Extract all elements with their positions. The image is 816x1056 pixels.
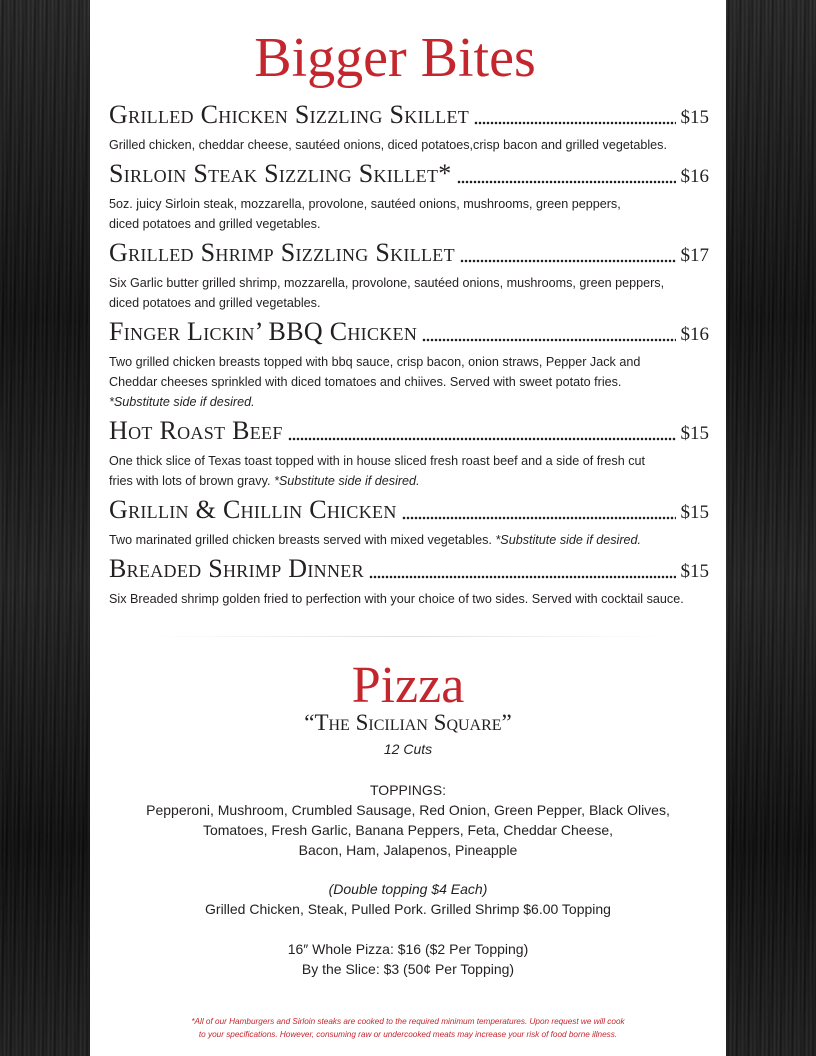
pizza-cuts: 12 Cuts <box>383 741 433 757</box>
pizza-title: Pizza <box>351 657 465 714</box>
premium-toppings-block <box>90 879 726 919</box>
menu-item-description <box>109 530 709 550</box>
menu-item-description <box>109 451 709 491</box>
menu-item-price: $15 <box>680 561 709 582</box>
menu-item-header <box>109 555 709 583</box>
menu-item-description <box>109 194 709 234</box>
menu-item <box>109 318 709 412</box>
toppings-line: Tomatoes, Fresh Garlic, Banana Peppers, Feta, Cheddar Cheese, <box>202 822 614 838</box>
substitute-note: *Substitute side if desired. <box>495 533 642 547</box>
pizza-subtitle: “The Sicilian Square” <box>304 710 512 735</box>
premium-toppings-line: Grilled Chicken, Steak, Pulled Pork. Grilled Shrimp $6.00 Topping <box>205 901 611 917</box>
menu-item-description <box>109 273 709 313</box>
food-safety-disclaimer <box>90 1015 726 1041</box>
menu-item-price: $15 <box>680 502 709 523</box>
menu-item <box>109 417 709 491</box>
whole-pizza-price: 16″ Whole Pizza: $16 ($2 Per Topping) <box>287 941 529 957</box>
menu-item-description <box>109 589 709 609</box>
menu-item <box>109 496 709 550</box>
menu-item <box>109 555 709 609</box>
menu-item-name: Finger Lickin’ BBQ Chicken <box>109 317 418 346</box>
menu-item-name: Grilled Shrimp Sizzling Skillet <box>109 238 455 267</box>
menu-item-price: $17 <box>680 245 709 266</box>
description-line: Six Breaded shrimp golden fried to perfection with your choice of two sides. Served with cocktail sauce. <box>109 592 684 606</box>
description-line: diced potatoes and grilled vegetables. <box>109 296 321 310</box>
slice-price: By the Slice: $3 (50¢ Per Topping) <box>301 961 515 977</box>
menu-item-header <box>109 496 709 524</box>
menu-item-name: Grilled Chicken Sizzling Skillet <box>109 100 470 129</box>
dot-leader <box>402 516 676 520</box>
menu-item <box>109 160 709 234</box>
menu-page <box>90 0 726 1056</box>
dot-leader <box>457 180 676 184</box>
disclaimer-line: *All of our Hamburgers and Sirloin steaks are cooked to the required minimum temperatures. Upon request we will cook <box>191 1017 625 1026</box>
toppings-label: TOPPINGS: <box>370 782 446 798</box>
menu-item-header <box>109 101 709 129</box>
double-topping-note: (Double topping $4 Each) <box>328 881 488 897</box>
menu-item-header <box>109 318 709 346</box>
menu-item-name: Hot Roast Beef <box>109 416 283 445</box>
description-line: One thick slice of Texas toast topped with in house sliced fresh roast beef and a side of fresh cut <box>109 454 646 468</box>
bigger-bites-title: Bigger Bites <box>254 27 536 89</box>
pizza-prices-block <box>90 939 726 979</box>
disclaimer-line: to your specifications. However, consuming raw or undercooked meats may increase your risk of food borne illness. <box>198 1030 618 1039</box>
substitute-note: *Substitute side if desired. <box>109 395 255 409</box>
dot-leader <box>369 575 676 579</box>
description-line: 5oz. juicy Sirloin steak, mozzarella, provolone, sautéed onions, mushrooms, green peppers, <box>109 197 621 211</box>
menu-item-header <box>109 160 709 188</box>
section-divider <box>150 636 666 637</box>
menu-item <box>109 239 709 313</box>
menu-item-price: $15 <box>680 423 709 444</box>
description-line: Two marinated grilled chicken breasts served with mixed vegetables. <box>109 533 492 547</box>
description-line: Cheddar cheeses sprinkled with diced tomatoes and chiives. Served with sweet potato fries. <box>109 375 622 389</box>
description-line: Two grilled chicken breasts topped with bbq sauce, crisp bacon, onion straws, Pepper Jack and <box>109 355 641 369</box>
menu-item-description <box>109 135 709 155</box>
toppings-line: Pepperoni, Mushroom, Crumbled Sausage, Red Onion, Green Pepper, Black Olives, <box>146 802 670 818</box>
menu-item-price: $16 <box>680 166 709 187</box>
dot-leader <box>460 259 676 263</box>
toppings-block <box>90 780 726 860</box>
description-line: Six Garlic butter grilled shrimp, mozzarella, provolone, sautéed onions, mushrooms, green peppers, <box>109 276 665 290</box>
description-line: diced potatoes and grilled vegetables. <box>109 217 321 231</box>
toppings-line: Bacon, Ham, Jalapenos, Pineapple <box>298 842 518 858</box>
menu-item <box>109 101 709 155</box>
menu-item-header <box>109 239 709 267</box>
menu-item-name: Breaded Shrimp Dinner <box>109 554 364 583</box>
menu-item-header <box>109 417 709 445</box>
substitute-note: *Substitute side if desired. <box>273 474 420 488</box>
wood-border-right <box>726 0 816 1056</box>
menu-item-description <box>109 352 709 412</box>
dot-leader <box>422 338 675 342</box>
description-line: fries with lots of brown gravy. <box>109 474 271 488</box>
menu-item-price: $15 <box>680 107 709 128</box>
menu-item-name: Sirloin Steak Sizzling Skillet* <box>109 159 452 188</box>
wood-border-left <box>0 0 90 1056</box>
dot-leader <box>474 121 675 125</box>
description-line: Grilled chicken, cheddar cheese, sautéed onions, diced potatoes,crisp bacon and grilled vegetables. <box>109 138 667 152</box>
dot-leader <box>288 437 676 441</box>
menu-item-price: $16 <box>680 324 709 345</box>
menu-item-name: Grillin & Chillin Chicken <box>109 495 397 524</box>
